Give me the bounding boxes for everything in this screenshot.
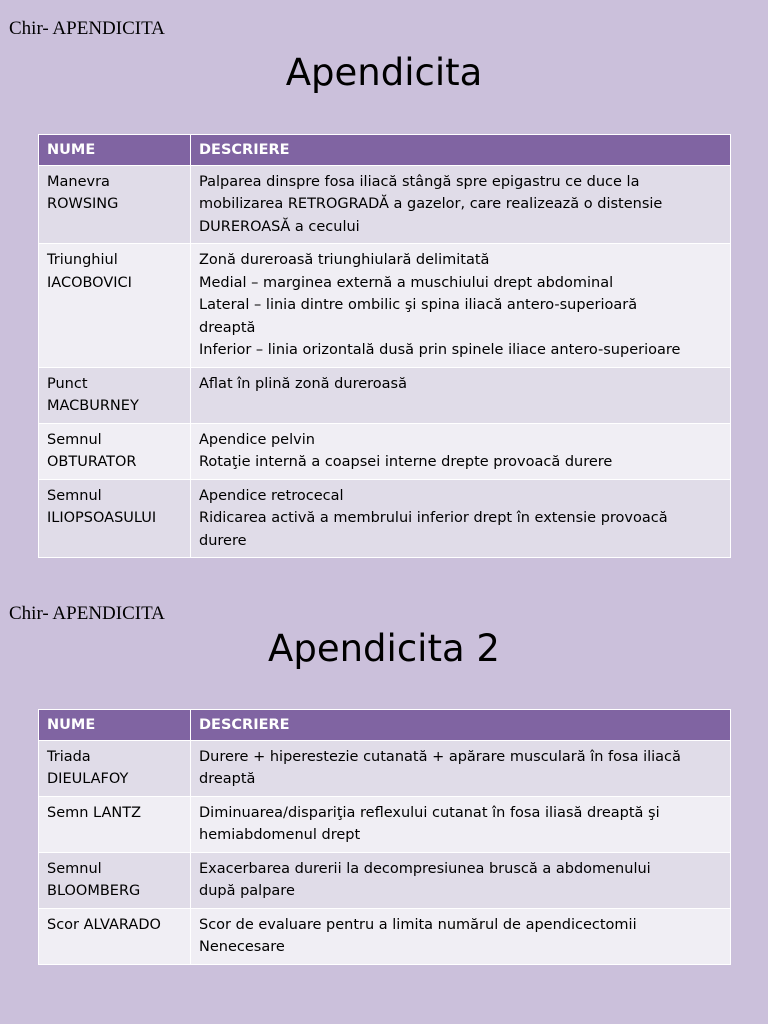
row-description-line: Aflat în plină zonă dureroasă — [199, 375, 407, 392]
row-description-line: Apendice retrocecal — [199, 487, 344, 504]
row-name-cell — [39, 908, 191, 964]
row-name-cell — [39, 740, 191, 796]
row-description-line: Medial – marginea externă a muschiului drept abdominal — [199, 274, 614, 291]
row-name-line: Triada — [47, 748, 91, 765]
row-name-cell — [39, 796, 191, 852]
row-description-line: Durere + hiperestezie cutanată + apărare musculară în fosa iliacă — [199, 748, 681, 765]
row-description-line: Zonă dureroasă triunghiulară delimitată — [199, 252, 490, 268]
row-description-cell — [191, 796, 731, 852]
slide-title: Apendicita 2 — [268, 627, 500, 670]
row-name-line: Manevra — [47, 173, 110, 190]
row-description-line: DUREROASĂ a cecului — [199, 218, 360, 235]
table-row — [39, 479, 731, 558]
signs-table — [38, 709, 731, 965]
table-row — [39, 244, 731, 368]
row-name-cell — [39, 479, 191, 558]
slide-appendicitis-2 — [0, 585, 768, 1024]
table-row — [39, 165, 731, 244]
row-description-line: Exacerbarea durerii la decompresiunea bruscă a abdomenului — [199, 860, 651, 877]
row-description-cell — [191, 740, 731, 796]
row-name-line: IACOBOVICI — [47, 274, 132, 291]
row-name-cell — [39, 165, 191, 244]
row-description-cell — [191, 423, 731, 479]
row-description-line: Nenecesare — [199, 939, 285, 955]
row-description-line: Lateral – linia dintre ombilic şi spina iliacă antero-superioară — [199, 297, 638, 313]
row-name-cell — [39, 244, 191, 368]
row-name-line: Punct — [47, 375, 88, 392]
column-header-description: DESCRIERE — [191, 135, 731, 166]
row-description-cell — [191, 852, 731, 908]
row-name-line: ROWSING — [47, 196, 119, 212]
column-header-description: DESCRIERE — [191, 710, 731, 741]
slide-header-label: Chir- APENDICITA — [9, 603, 165, 624]
row-description-line: dreaptă — [199, 319, 256, 336]
row-description-line: hemiabdomenul drept — [199, 827, 361, 843]
row-description-line: mobilizarea RETROGRADĂ a gazelor, care realizează o distensie — [199, 196, 663, 212]
signs-table — [38, 134, 731, 558]
table-row — [39, 423, 731, 479]
row-description-cell — [191, 479, 731, 558]
table-row — [39, 740, 731, 796]
table-row — [39, 367, 731, 423]
row-description-cell — [191, 367, 731, 423]
column-header-name: NUME — [39, 710, 191, 741]
row-description-line: după palpare — [199, 883, 295, 899]
row-description-line: Inferior – linia orizontală dusă prin spinele iliace antero-superioare — [199, 342, 681, 358]
row-description-line: Rotaţie internă a coapsei interne drepte provoacă durere — [199, 454, 613, 470]
row-name-cell — [39, 367, 191, 423]
row-name-cell — [39, 423, 191, 479]
row-description-line: durere — [199, 532, 247, 549]
table-header-row — [39, 710, 731, 741]
slide-title: Apendicita — [285, 51, 483, 94]
row-name-line: Triunghiul — [47, 252, 118, 268]
row-name-line: DIEULAFOY — [47, 771, 129, 787]
row-description-line: dreaptă — [199, 771, 256, 787]
row-description-line: Palparea dinspre fosa iliacă stângă spre epigastru ce duce la — [199, 173, 640, 190]
table-body — [39, 740, 731, 964]
table-row — [39, 852, 731, 908]
table-header-row — [39, 135, 731, 166]
row-description-line: Scor de evaluare pentru a limita numărul de apendicectomii — [199, 916, 637, 933]
row-name-line: Scor ALVARADO — [47, 916, 161, 933]
row-name-line: Semnul — [47, 860, 102, 877]
row-name-line: Semnul — [47, 487, 102, 504]
table-body — [39, 165, 731, 558]
row-name-line: ILIOPSOASULUI — [47, 510, 157, 526]
row-name-cell — [39, 852, 191, 908]
row-description-line: Apendice pelvin — [199, 431, 315, 448]
row-name-line: Semnul — [47, 431, 102, 448]
slide-header-label: Chir- APENDICITA — [9, 18, 165, 39]
table-row — [39, 908, 731, 964]
table-row — [39, 796, 731, 852]
row-description-line: Diminuarea/dispariţia reflexului cutanat în fosa iliasă dreaptă şi — [199, 804, 660, 821]
row-description-cell — [191, 244, 731, 368]
row-description-line: Ridicarea activă a membrului inferior drept în extensie provoacă — [199, 510, 668, 526]
column-header-name: NUME — [39, 135, 191, 166]
row-description-cell — [191, 908, 731, 964]
row-name-line: BLOOMBERG — [47, 883, 141, 899]
row-description-cell — [191, 165, 731, 244]
row-name-line: Semn LANTZ — [47, 804, 142, 821]
row-name-line: OBTURATOR — [47, 454, 137, 470]
row-name-line: MACBURNEY — [47, 398, 139, 414]
